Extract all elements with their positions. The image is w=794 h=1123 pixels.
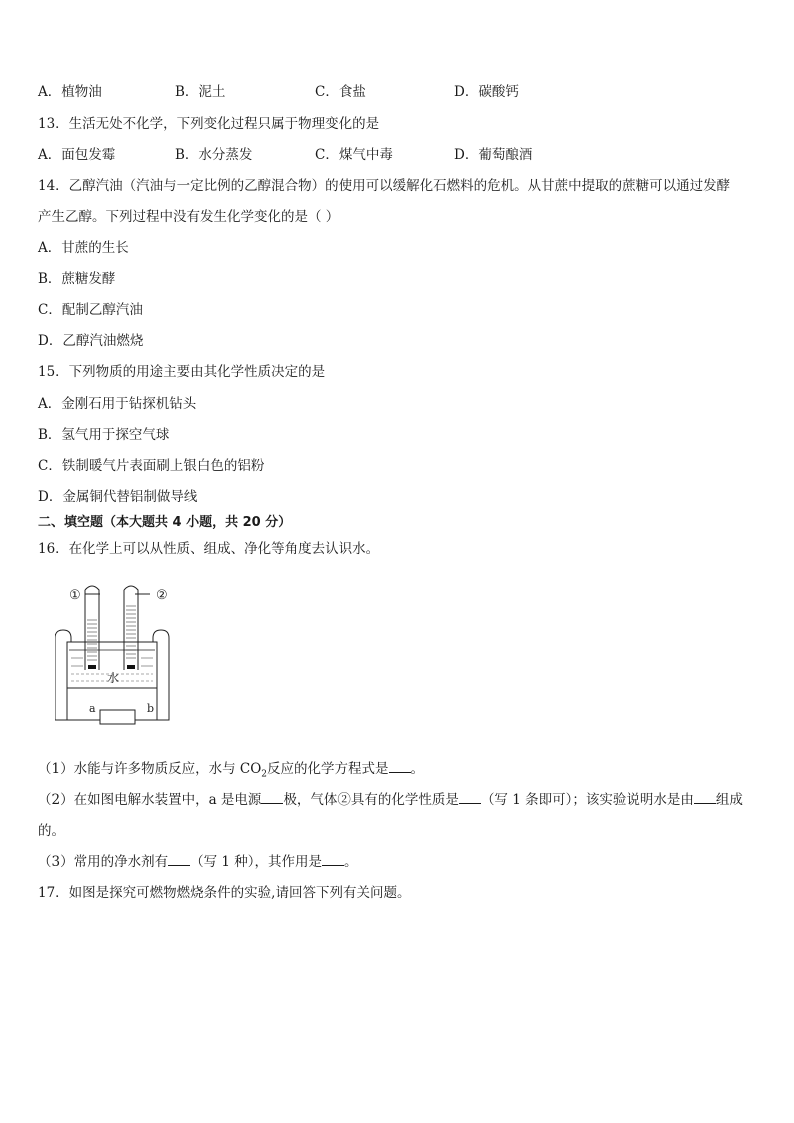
- q14-option-a: A．甘蔗的生长: [38, 240, 129, 256]
- q16-part2-line2: 的。: [38, 823, 65, 839]
- right-tube: [124, 586, 138, 670]
- water-in-tubes: [87, 606, 136, 660]
- right-arm: [153, 630, 169, 642]
- q16-part3-blank-1[interactable]: [168, 853, 190, 866]
- electrode-left: [88, 665, 96, 669]
- q16-part2-text-d: 组成: [715, 792, 743, 808]
- q16-part2: [38, 791, 743, 809]
- q16-part2-blank-3[interactable]: [694, 791, 716, 804]
- co2-subscript: 2: [261, 769, 268, 780]
- electrode-right: [127, 665, 135, 669]
- power-supply: [100, 710, 135, 724]
- q14-option-b: B．蔗糖发酵: [38, 271, 116, 287]
- q12-option-b: B．泥土: [175, 84, 226, 100]
- q15-option-a: A．金刚石用于钻探机钻头: [38, 396, 197, 412]
- q16-part1-text-a: （1）水能与许多物质反应，水与 CO: [38, 761, 262, 777]
- q17-stem: 17．如图是探究可燃物燃烧条件的实验,请回答下列有关问题。: [38, 885, 411, 901]
- q15-stem: 15．下列物质的用途主要由其化学性质决定的是: [38, 364, 326, 380]
- q13-option-d: D．葡萄酿酒: [454, 147, 533, 163]
- q16-part1-text-b: 反应的化学方程式是: [267, 761, 389, 777]
- q14-option-c: C．配制乙醇汽油: [38, 302, 143, 318]
- q14-stem-line1: 14．乙醇汽油（汽油与一定比例的乙醇混合物）的使用可以缓解化石燃料的危机。从甘蔗中提取的蔗糖可以通过发酵: [38, 178, 731, 194]
- q13-stem: 13．生活无处不化学，下列变化过程只属于物理变化的是: [38, 116, 380, 132]
- q13-option-c: C．煤气中毒: [315, 147, 393, 163]
- q15-option-d: D．金属铜代替铝制做导线: [38, 489, 198, 505]
- q16-part2-text-b: 极，气体②具有的化学性质是: [283, 792, 459, 808]
- q16-stem: 16．在化学上可以从性质、组成、净化等角度去认识水。: [38, 541, 380, 557]
- q16-part1: [38, 760, 424, 784]
- section-heading-fill-in: 二、填空题（本大题共 4 小题，共 20 分）: [38, 515, 292, 530]
- q16-part3-text-a: （3）常用的净水剂有: [38, 854, 169, 870]
- q15-option-c: C．铁制暖气片表面刷上银白色的铝粉: [38, 458, 265, 474]
- q16-part3-end: 。: [344, 854, 358, 870]
- water-label: 水: [107, 671, 120, 685]
- q12-option-c: C．食盐: [315, 84, 366, 100]
- q13-option-b: B．水分蒸发: [175, 147, 253, 163]
- label-b: b: [147, 702, 155, 715]
- q16-part2-text-c: （写 1 条即可）；该实验说明水是由: [480, 792, 694, 808]
- left-arm: [55, 630, 71, 642]
- q16-part1-end: 。: [410, 761, 425, 777]
- electrolysis-apparatus-figure: [55, 580, 185, 725]
- q16-part2-blank-2[interactable]: [459, 791, 481, 804]
- label-a: a: [89, 702, 96, 715]
- q16-part2-blank-1[interactable]: [261, 791, 283, 804]
- right-outer-wall: [157, 642, 169, 720]
- q16-part3-text-b: （写 1 种），其作用是: [190, 854, 323, 870]
- q16-part3: [38, 853, 358, 871]
- q12-option-a: A．植物油: [38, 84, 102, 100]
- q14-option-d: D．乙醇汽油燃烧: [38, 333, 144, 349]
- left-outer-wall: [55, 642, 67, 720]
- label-2: ②: [156, 588, 168, 603]
- q16-part1-blank[interactable]: [389, 760, 411, 773]
- q13-option-a: A．面包发霉: [38, 147, 116, 163]
- q12-option-d: D．碳酸钙: [454, 84, 519, 100]
- q15-option-b: B．氢气用于探空气球: [38, 427, 170, 443]
- q16-part2-text-a: （2）在如图电解水装置中，a 是电源: [38, 792, 262, 808]
- q16-part3-blank-2[interactable]: [322, 853, 344, 866]
- q12-options: [38, 83, 758, 101]
- q13-options: [38, 146, 758, 164]
- label-1: ①: [69, 588, 81, 603]
- q14-stem-line2: 产生乙醇。下列过程中没有发生化学变化的是（ ）: [38, 209, 340, 225]
